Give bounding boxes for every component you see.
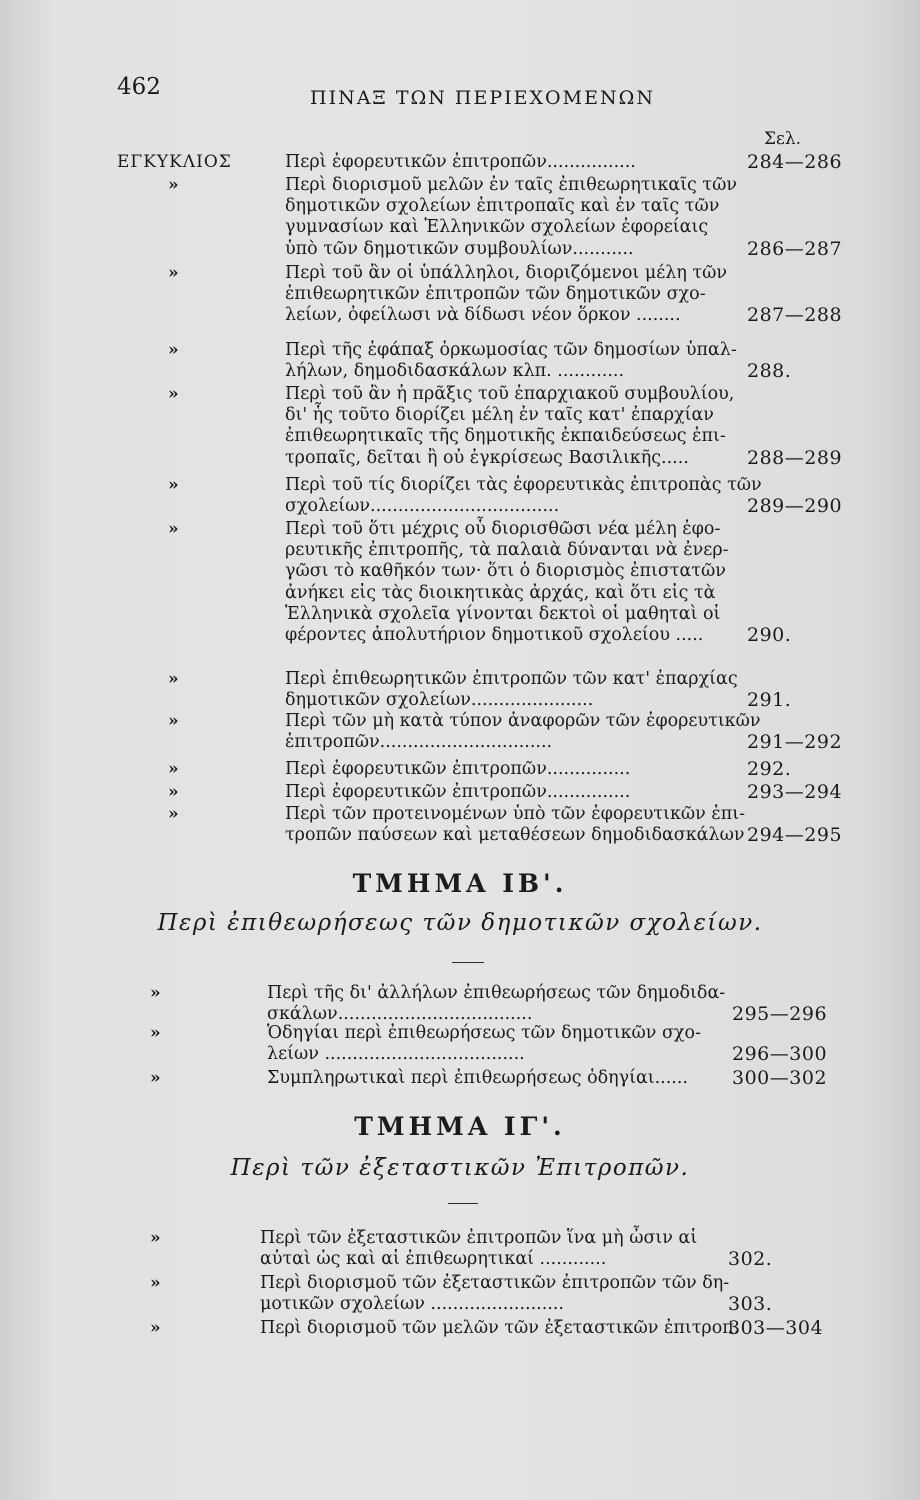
toc-entry-line: ρευτικῆς ἐπιτροπῆς, τὰ παλαιὰ δύνανται νὰ ἐνερ-	[285, 540, 729, 561]
toc-entry-line: δι' ἧς τοῦτο διορίζει μέλη ἐν ταῖς κατ' ἐπαρχίαν	[285, 405, 714, 426]
toc-page-range: 291—292	[747, 731, 843, 754]
toc-entry-line: Περὶ τῆς ἐφάπαξ ὁρκωμοσίας τῶν δημοσίων ὑπαλ-	[285, 340, 737, 360]
toc-entry-text	[267, 1023, 701, 1065]
section-12-heading: ΤΜΗΜΑ ΙΒ'.	[352, 869, 568, 898]
page-number: 462	[117, 74, 161, 100]
toc-entry-line: φέροντες ἀπολυτήριον δημοτικοῦ σχολείου .....	[285, 625, 704, 646]
toc-page-range: 290.	[747, 624, 792, 646]
ditto-mark: »	[168, 475, 179, 495]
toc-entry-text	[267, 983, 725, 1025]
toc-entry-line: λείων ....................................	[267, 1044, 525, 1065]
section-13-rule	[448, 1203, 478, 1204]
toc-entry-text	[267, 1068, 688, 1089]
toc-entry-line: σχολείων..................................	[285, 496, 560, 517]
toc-entry-line: ἐπιθεωρητικαῖς τῆς δημοτικῆς ἐκπαιδεύσεως ἐπι-	[285, 426, 726, 447]
toc-entry-line: Περὶ τῶν ἐξεταστικῶν ἐπιτροπῶν ἵνα μὴ ὦσιν αἱ	[260, 1228, 698, 1248]
ditto-mark: »	[150, 1228, 161, 1248]
toc-page-range: 291.	[747, 689, 792, 712]
toc-entry-text	[285, 340, 737, 382]
toc-entry-line: ἐπιτροπῶν...............................	[285, 732, 553, 753]
toc-page-range: 302.	[728, 1248, 773, 1271]
toc-entry-line: Περὶ ἐφορευτικῶν ἐπιτροπῶν...............	[285, 759, 631, 779]
ditto-mark: »	[168, 384, 179, 404]
section-12-title: Περὶ ἐπιθεωρήσεως τῶν δημοτικῶν σχολείων.	[157, 910, 763, 936]
toc-entry-line: λείων, ὀφείλωσι νὰ δίδωσι νέον ὅρκον ........	[285, 305, 681, 326]
ditto-mark: »	[168, 804, 179, 824]
toc-entry-text	[285, 475, 762, 517]
toc-entry-line: τροπαῖς, δεῖται ἢ οὐ ἐγκρίσεως Βασιλικῆς.....	[285, 447, 689, 468]
ditto-mark: »	[168, 669, 179, 689]
toc-entry-line: Περὶ τοῦ τίς διορίζει τὰς ἐφορευτικὰς ἐπιτροπὰς τῶν	[285, 475, 762, 495]
ditto-mark: »	[168, 782, 179, 802]
section-12-rule	[452, 962, 484, 963]
ditto-mark: »	[168, 711, 179, 731]
toc-page-range: 288—289	[747, 446, 843, 469]
running-title: ΠΙΝΑΞ ΤΩΝ ΠΕΡΙΕΧΟΜΕΝΩΝ	[310, 87, 655, 109]
section-label: ΕΓΚΥΚΛΙΟΣ	[117, 152, 232, 172]
toc-page-range: 286—287	[747, 237, 843, 260]
toc-entry-line: Συμπληρωτικαὶ περὶ ἐπιθεωρήσεως ὁδηγίαι......	[267, 1068, 688, 1088]
toc-entry-line: Περὶ τοῦ ἂν ἡ πρᾶξις τοῦ ἐπαρχιακοῦ συμβουλίου,	[285, 384, 735, 404]
ditto-mark: »	[150, 1273, 161, 1293]
ditto-mark: »	[150, 1318, 161, 1338]
section-13-heading: ΤΜΗΜΑ ΙΓ'.	[354, 1112, 566, 1141]
toc-page-range: 292.	[747, 758, 792, 780]
ditto-mark: »	[150, 983, 161, 1003]
page-column-label: Σελ.	[764, 129, 802, 149]
toc-entry-line: Ἑλληνικὰ σχολεῖα γίνονται δεκτοὶ οἱ μαθηταὶ οἱ	[285, 603, 721, 624]
toc-entry-line: ἀνήκει εἰς τὰς διοικητικὰς ἀρχάς, καὶ ὅτι εἰς τὰ	[285, 582, 716, 603]
toc-entry-line: δημοτικῶν σχολείων ἐπιτροπαῖς καὶ ἐν ταῖς τῶν	[285, 196, 720, 217]
toc-page-range: 294—295	[747, 824, 843, 847]
ditto-mark: »	[168, 519, 179, 539]
toc-page-range: 303.	[728, 1293, 773, 1316]
toc-entry-line: Περὶ ἐφορευτικῶν ἐπιτροπῶν...............	[285, 782, 631, 802]
toc-entry-line: Περὶ τῶν μὴ κατὰ τύπον ἀναφορῶν τῶν ἐφορευτικῶν	[285, 711, 761, 731]
toc-entry-text	[260, 1228, 697, 1270]
ditto-mark: »	[150, 1068, 161, 1088]
toc-entry-text	[285, 804, 745, 846]
ditto-mark: »	[168, 263, 179, 283]
toc-entry-line: Περὶ τοῦ ὅτι μέχρις οὗ διορισθῶσι νέα μέλη ἐφο-	[285, 519, 721, 539]
toc-entry-line: γῶσι τὸ καθῆκόν των· ὅτι ὁ διορισμὸς ἐπιστατῶν	[285, 561, 726, 582]
toc-page-range: 300—302	[732, 1067, 828, 1089]
toc-entry-text	[285, 669, 738, 711]
toc-entry-line: ἐπιθεωρητικῶν ἐπιτροπῶν τῶν δημοτικῶν σχο-	[285, 284, 706, 305]
toc-page-range: 284—286	[747, 151, 843, 173]
toc-entry-line: Περὶ διορισμοῦ τῶν μελῶν τῶν ἐξεταστικῶν ἐπιτροπ.	[260, 1318, 740, 1338]
toc-entry-line: Ὁδηγίαι περὶ ἐπιθεωρήσεως τῶν δημοτικῶν σχο-	[267, 1023, 701, 1043]
toc-entry-line: αὐταὶ ὡς καὶ αἱ ἐπιθεωρητικαί ............	[260, 1249, 607, 1270]
toc-entry-text	[285, 384, 734, 469]
toc-entry-line: Περὶ τῆς δι' ἀλλήλων ἐπιθεωρήσεως τῶν δημοδιδα-	[267, 983, 726, 1003]
toc-entry-text	[285, 782, 630, 803]
toc-entry-text	[260, 1318, 739, 1339]
toc-entry-text	[260, 1273, 729, 1315]
toc-entry-line: Περὶ διορισμοῦ τῶν ἐξεταστικῶν ἐπιτροπῶν τῶν δη-	[260, 1273, 730, 1293]
toc-page-range: 289—290	[747, 495, 843, 518]
toc-entry-line: Περὶ ἐφορευτικῶν ἐπιτροπῶν................	[285, 152, 636, 172]
toc-entry-line: γυμνασίων καὶ Ἑλληνικῶν σχολείων ἐφορείαις	[285, 217, 709, 238]
toc-page-range: 288.	[747, 360, 792, 383]
ditto-mark: »	[168, 759, 179, 779]
toc-entry-line: ὑπὸ τῶν δημοτικῶν συμβουλίων...........	[285, 238, 634, 259]
ditto-mark: »	[168, 340, 179, 360]
toc-entry-text	[285, 152, 636, 173]
toc-entry-line: τροπῶν παύσεων καὶ μεταθέσεων δημοδιδασκάλων	[285, 825, 745, 846]
toc-entry-line: Περὶ ἐπιθεωρητικῶν ἐπιτροπῶν τῶν κατ' ἐπαρχίας	[285, 669, 738, 689]
toc-page-range: 287—288	[747, 304, 843, 327]
toc-page-range: 295—296	[732, 1003, 828, 1026]
ditto-mark: »	[168, 175, 179, 195]
toc-entry-line: λήλων, δημοδιδασκάλων κλπ. ............	[285, 361, 625, 382]
toc-entry-line: Περὶ διορισμοῦ μελῶν ἐν ταῖς ἐπιθεωρητικαῖς τῶν	[285, 175, 738, 195]
toc-entry-line: δημοτικῶν σχολείων......................	[285, 690, 594, 711]
section-13-title: Περὶ τῶν ἐξεταστικῶν Ἐπιτροπῶν.	[230, 1155, 690, 1181]
toc-entry-text	[285, 711, 761, 753]
toc-page-range: 303—304	[728, 1317, 824, 1339]
toc-page-range: 296—300	[732, 1043, 828, 1066]
toc-entry-line: Περὶ τῶν προτεινομένων ὑπὸ τῶν ἐφορευτικῶν ἐπι-	[285, 804, 746, 824]
toc-entry-text	[285, 759, 630, 780]
toc-entry-text	[285, 175, 737, 260]
ditto-mark: »	[150, 1023, 161, 1043]
toc-entry-line: Περὶ τοῦ ἂν οἱ ὑπάλληλοι, διοριζόμενοι μέλη τῶν	[285, 263, 727, 283]
toc-entry-text	[285, 519, 729, 646]
toc-entry-line: σκάλων...................................	[267, 1004, 533, 1025]
toc-entry-line: μοτικῶν σχολείων ........................	[260, 1294, 564, 1315]
toc-entry-text	[285, 263, 727, 327]
toc-page-range: 293—294	[747, 781, 843, 803]
